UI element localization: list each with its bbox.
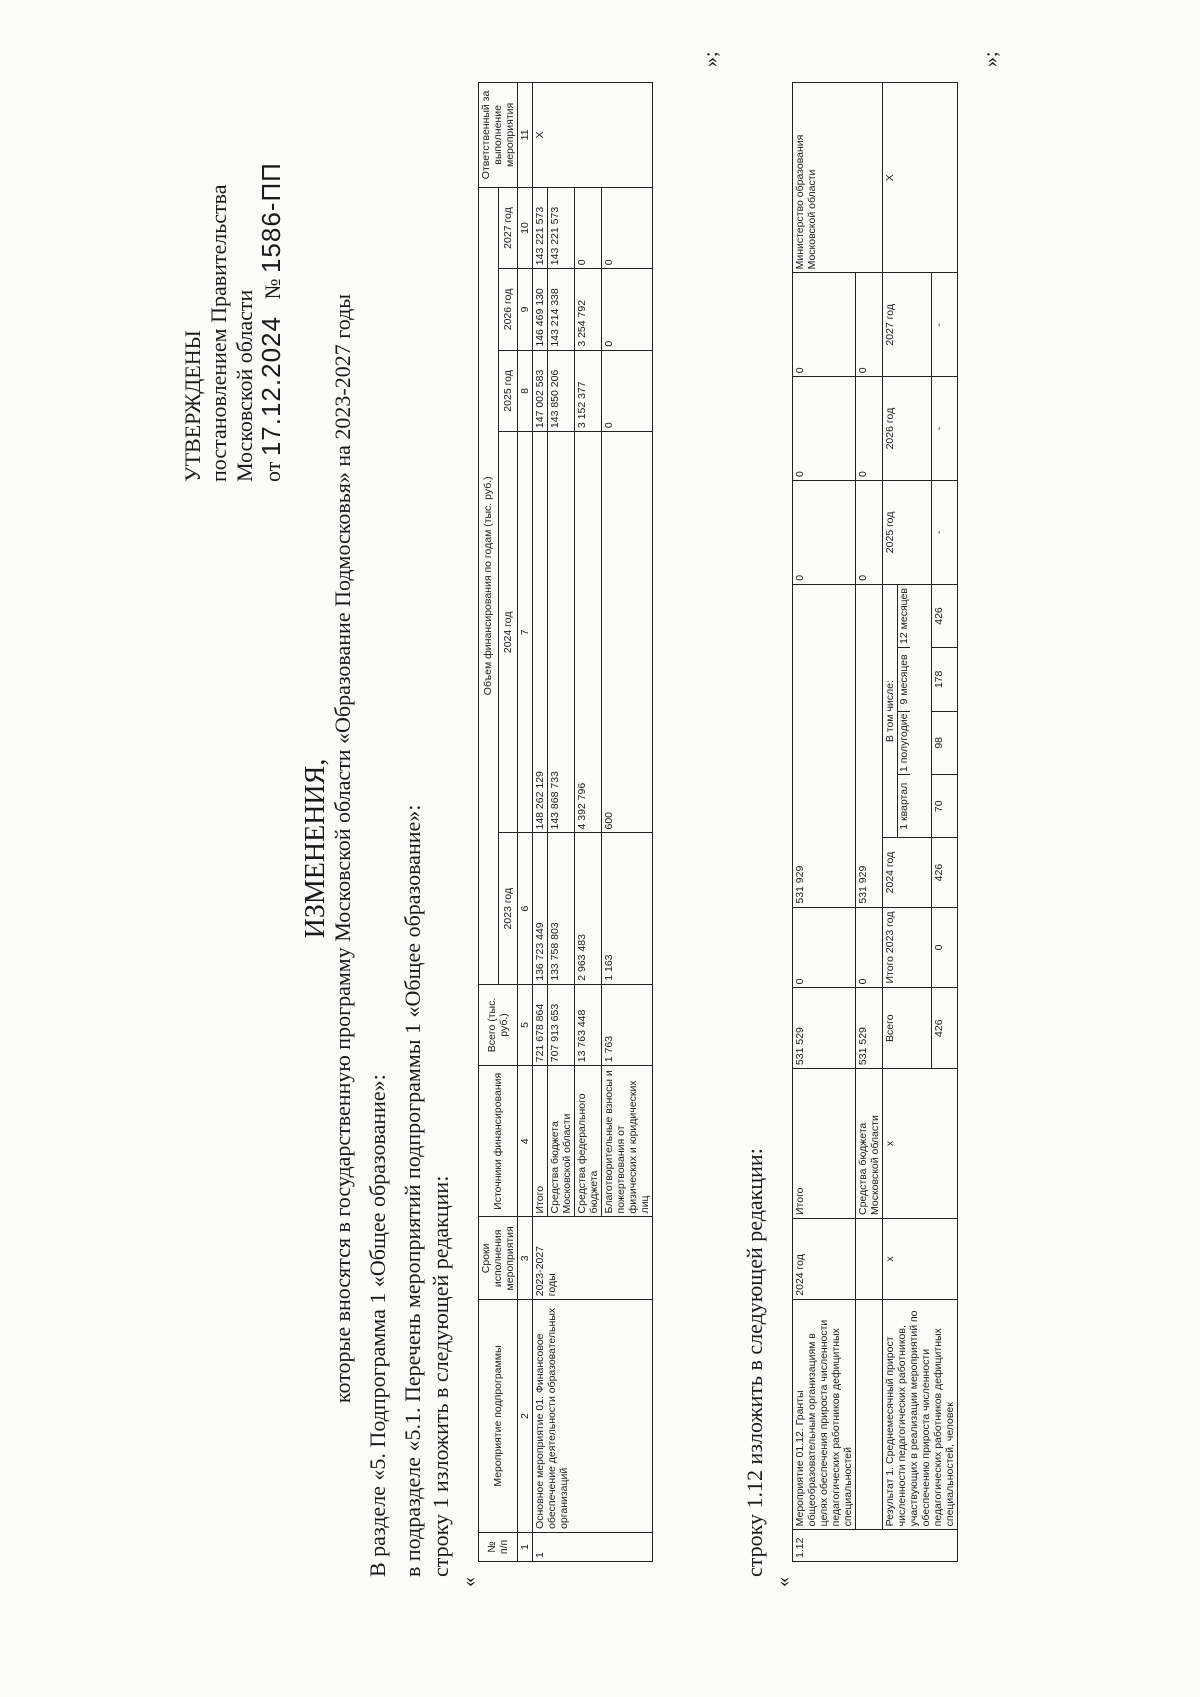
header-num: № п/п (479, 1532, 518, 1561)
events-table-row-1 (478, 82, 653, 1562)
close-quote-2: »; (980, 51, 1002, 67)
approval-line-3: Московской области (232, 289, 257, 482)
subsection-paragraph: в подразделе «5.1. Перечень мероприятий подпрограммы 1 «Общее образование»: (400, 804, 425, 1577)
header-year-2026: 2026 год (498, 269, 518, 350)
approval-number: 1586-ПП (256, 162, 286, 274)
result-responsible: X (883, 83, 958, 273)
section-paragraph: В разделе «5. Подпрограмма 1 «Общее образование»: (365, 1074, 390, 1577)
row1-instruction: строку 1 изложить в следующей редакции: (428, 1175, 453, 1577)
header-event: Мероприятие подпрограммы (479, 1300, 518, 1533)
table-row: Благотворительные взносы и пожертвования от физических и юридических лиц 1 763 1 163 600 0 0 0 (602, 83, 653, 1562)
row-responsible: Министерство образования Московской области (793, 83, 883, 273)
table-row: Средства бюджета Московской области 707 913 653 133 758 803 143 868 733 143 850 206 143 214 338 143 221 573 (548, 83, 575, 1562)
table-row: Средства бюджета Московской области 531 529 0 531 929 0 0 0 (856, 83, 883, 1562)
row-num: 1.12 (793, 1530, 958, 1562)
row-responsible: X (533, 83, 653, 188)
result-description: Результат 1. Среднемесячный прирост численности педагогических работников, участвующих в реализации мероприятий по обеспечению прироста численности педагогических работников дефицитных специальностей, человек (883, 1299, 958, 1530)
result-header-row: Результат 1. Среднемесячный прирост численности педагогических работников, участвующих в реализации мероприятий по обеспечению прироста численности педагогических работников дефицитных специальностей, человек x x Всего Итого 2023 год 2024 год В том числе: 1 квартал 1 полугодие 9 месяцев 12 месяцев 2025 год 2026 год 2027 год X (883, 83, 932, 1562)
close-quote-1: »; (700, 51, 722, 67)
header-year-2027: 2027 год (498, 187, 518, 268)
table-row: Средства федерального бюджета 13 763 448 2 963 483 4 392 796 3 152 377 3 254 792 0 (575, 83, 602, 1562)
table-row: 1 Основное мероприятие 01. Финансовое обеспечение деятельности образовательных организаций 2023-2027 годы Итого 721 678 864 136 723 449 148 262 129 147 002 583 146 469 130 143 221 573 X (533, 83, 548, 1562)
approval-title: УТВЕРЖДЕНЫ (180, 330, 205, 482)
document-subtitle: которые вносятся в государственную программу Московской области «Образование Подмосковья» на 2023-2027 годы (330, 293, 355, 1404)
row-event: Основное мероприятие 01. Финансовое обеспечение деятельности образовательных организаций (533, 1300, 653, 1533)
header-responsible: Ответственный за выполнение мероприятия (479, 83, 518, 188)
header-sources: Источники финансирования (479, 1066, 518, 1217)
row-terms: 2023-2027 годы (533, 1217, 653, 1300)
header-total: Всего (тыс. руб.) (479, 984, 518, 1065)
header-volume: Объем финансирования по годам (тыс. руб.) (479, 187, 499, 984)
row-event: Мероприятие 01.12. Гранты общеобразовательным организациям в целях обеспечения прироста численности педагогических работников дефицитных специальностей (793, 1299, 856, 1530)
row-num: 1 (533, 1532, 653, 1561)
open-quote-1: « (458, 1577, 480, 1587)
table-row: 1.12 Мероприятие 01.12. Гранты общеобразовательным организациям в целях обеспечения прироста численности педагогических работников дефицитных специальностей 2024 год Итого 531 529 0 531 929 0 0 0 Министерство образования Московской области (793, 83, 856, 1562)
document-title: ИЗМЕНЕНИЯ, (300, 758, 331, 939)
result-values-row: 426 0 426 70 98 178 426 - - - (932, 83, 958, 1562)
row-terms: 2024 год (793, 1219, 856, 1300)
header-year-2024: 2024 год (498, 432, 518, 833)
column-number-row: 1 2 3 4 5 6 7 8 9 10 11 (518, 83, 533, 1562)
approval-date-line: от 17.12.2024 № 1586-ПП (256, 162, 286, 482)
approval-date: 17.12.2024 (256, 316, 286, 457)
header-year-2023: 2023 год (498, 833, 518, 984)
open-quote-2: « (772, 1577, 794, 1587)
approval-line-2: постановлением Правительства (206, 184, 231, 482)
header-terms: Сроки исполнения мероприятия (479, 1217, 518, 1300)
row112-instruction: строку 1.12 изложить в следующей редакции: (742, 1148, 767, 1577)
events-table-row-1-12 (792, 82, 958, 1562)
approval-stamp (180, 162, 286, 482)
header-year-2025: 2025 год (498, 350, 518, 431)
